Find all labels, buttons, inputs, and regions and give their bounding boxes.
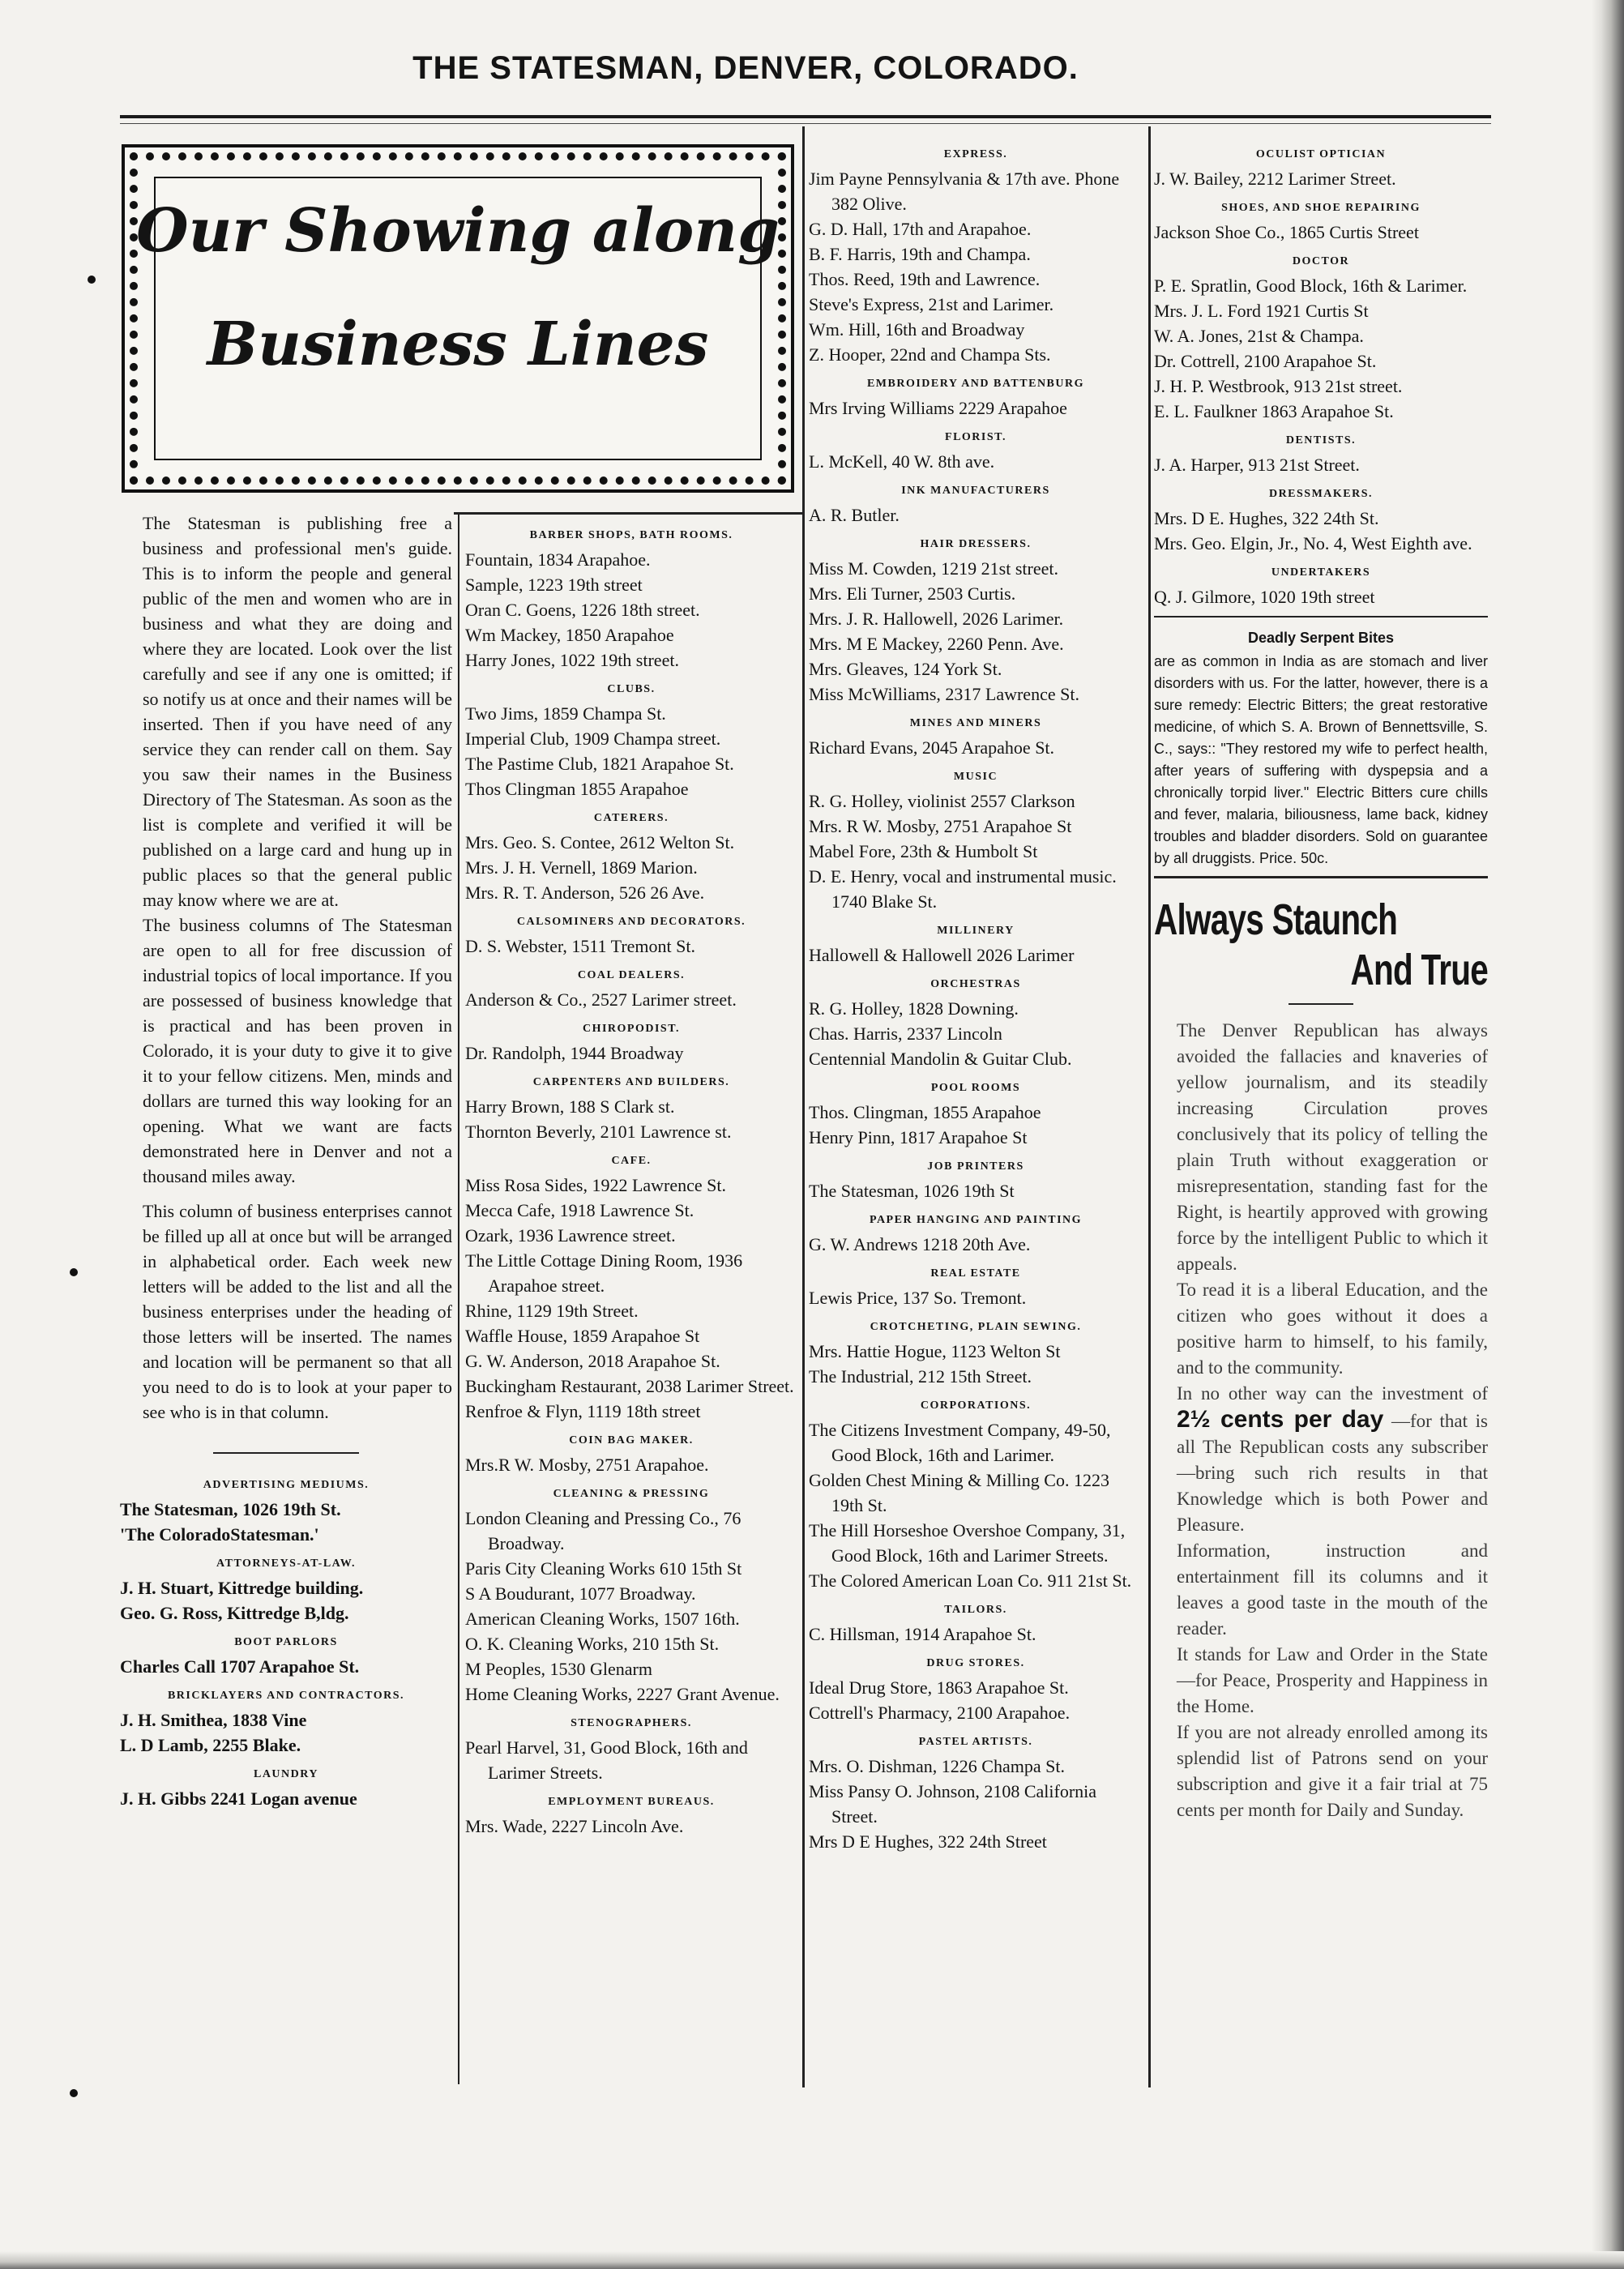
directory-entry: The Pastime Club, 1821 Arapahoe St.: [465, 754, 734, 774]
directory-entry: The Little Cottage Dining Room, 1936 Arapahoe street.: [465, 1250, 743, 1296]
directory-entry: R. G. Holley, 1828 Downing.: [809, 998, 1019, 1019]
ad-title: Deadly Serpent Bites: [1247, 630, 1395, 646]
category-heading: DRUG STORES.: [926, 1657, 1025, 1669]
directory-entry: Rhine, 1129 19th Street.: [465, 1301, 639, 1321]
directory-entry: Thos Clingman 1855 Arapahoe: [465, 779, 689, 799]
column-1-directory: [120, 1478, 452, 1811]
price-callout: 2½ cents per day: [1177, 1406, 1384, 1433]
directory-entry: Thos. Reed, 19th and Lawrence.: [809, 269, 1041, 289]
directory-entry: The Statesman, 1026 19th St.: [120, 1499, 341, 1519]
directory-entry: Paris City Cleaning Works 610 15th St: [465, 1558, 742, 1579]
directory-entry: Mrs. J. H. Vernell, 1869 Marion.: [465, 857, 698, 878]
directory-entry: Mrs. Wade, 2227 Lincoln Ave.: [465, 1816, 684, 1836]
article-body: [1154, 1018, 1488, 1823]
directory-entry: Mrs. Eli Turner, 2503 Curtis.: [809, 583, 1016, 604]
directory-entry: O. K. Cleaning Works, 210 15th St.: [465, 1634, 720, 1654]
directory-entry: Mrs. R. T. Anderson, 526 26 Ave.: [465, 882, 705, 903]
directory-entry: Anderson & Co., 2527 Larimer street.: [465, 989, 737, 1010]
directory-entry: Q. J. Gilmore, 1020 19th street: [1154, 587, 1375, 607]
directory-entry: Jackson Shoe Co., 1865 Curtis Street: [1154, 222, 1419, 242]
category-heading: JOB PRINTERS: [927, 1160, 1024, 1173]
category-heading: CAFE.: [611, 1155, 652, 1167]
directory-entry: R. G. Holley, violinist 2557 Clarkson: [809, 791, 1075, 811]
directory-entry: C. Hillsman, 1914 Arapahoe St.: [809, 1624, 1036, 1644]
directory-entry: M Peoples, 1530 Glenarm: [465, 1659, 652, 1679]
banner-title-line1: Our Showing along: [136, 196, 780, 266]
directory-entry: E. L. Faulkner 1863 Arapahoe St.: [1154, 401, 1394, 421]
category-heading: MILLINERY: [937, 925, 1015, 937]
directory-entry: Golden Chest Mining & Milling Co. 1223 19th St.: [809, 1470, 1109, 1515]
category-heading: POOL ROOMS: [930, 1082, 1021, 1094]
article-paragraph: Information, instruction and entertainment fill its columns and it leaves a good taste in the mouth of the reader.: [1177, 1540, 1488, 1639]
directory-entry: J. H. P. Westbrook, 913 21st street.: [1154, 376, 1403, 396]
directory-entry: P. E. Spratlin, Good Block, 16th & Larimer.: [1154, 276, 1468, 296]
category-heading: TAILORS.: [944, 1604, 1007, 1616]
directory-entry: The Hill Horseshoe Overshoe Company, 31, Good Block, 16th and Larimer Streets.: [809, 1520, 1126, 1566]
article-paragraph: [1154, 1381, 1488, 1538]
headline-line2: And True: [1350, 946, 1488, 994]
directory-entry: L. D Lamb, 2255 Blake.: [120, 1735, 301, 1755]
directory-entry: Fountain, 1834 Arapahoe.: [465, 549, 651, 570]
category-heading: CARPENTERS AND BUILDERS.: [532, 1076, 730, 1088]
article-text: —for that is all The Republican costs any subscriber—bring such rich results in that Knowledge which is both Power and Pleasure.: [1177, 1411, 1488, 1535]
directory-entry: The Industrial, 212 15th Street.: [809, 1366, 1032, 1387]
directory-entry: G. W. Anderson, 2018 Arapahoe St.: [465, 1351, 720, 1371]
category-heading: PAPER HANGING AND PAINTING: [869, 1214, 1083, 1226]
directory-entry: Mrs. Geo. S. Contee, 2612 Welton St.: [465, 832, 735, 852]
directory-entry: Pearl Harvel, 31, Good Block, 16th and Larimer Streets.: [465, 1737, 748, 1783]
margin-mark: [70, 2089, 78, 2097]
category-heading: MINES AND MINERS: [909, 717, 1042, 729]
directory-entry: Mrs Irving Williams 2229 Arapahoe: [809, 398, 1067, 418]
column-3-directory: [809, 138, 1143, 1854]
directory-entry: The Colored American Loan Co. 911 21st St.: [809, 1570, 1132, 1591]
category-heading: UNDERTAKERS: [1271, 566, 1371, 579]
column-rule-2: [1148, 126, 1151, 2087]
masthead-rule: [120, 115, 1491, 118]
business-columns-paragraph: The business columns of The Statesman are open to all for free discussion of industrial topics of local importance. If you are possessed of business knowledge that is practical and has been proven in Colorado, it is your duty to give it to give it to your fellow citizens. Men, minds and dollars are turned this way looking for an opening. What we want are facts demonstrated here in Denver and not a thousand miles away.: [143, 915, 452, 1186]
directory-entry: Thos. Clingman, 1855 Arapahoe: [809, 1102, 1041, 1122]
directory-entry: J. H. Stuart, Kittredge building.: [120, 1578, 364, 1598]
masthead: THE STATESMAN, DENVER, COLORADO.: [412, 50, 1079, 86]
directory-entry: The Statesman, 1026 19th St: [809, 1181, 1015, 1201]
directory-entry: Lewis Price, 137 So. Tremont.: [809, 1288, 1027, 1308]
directory-entry: Mrs. Geo. Elgin, Jr., No. 4, West Eighth ave.: [1154, 533, 1472, 553]
category-heading: BOOT PARLORS: [234, 1636, 338, 1648]
directory-entry: Waffle House, 1859 Arapahoe St: [465, 1326, 700, 1346]
directory-entry: Jim Payne Pennsylvania & 17th ave. Phone 382 Olive.: [809, 169, 1120, 214]
directory-entry: Mrs. O. Dishman, 1226 Champa St.: [809, 1756, 1065, 1776]
article-paragraph: If you are not already enrolled among its splendid list of Patrons send on your subscription and give it a fair trial at 75 cents per month for Daily and Sunday.: [1177, 1722, 1488, 1820]
category-heading: COIN BAG MAKER.: [569, 1434, 694, 1446]
directory-entry: Renfroe & Flyn, 1119 18th street: [465, 1401, 701, 1421]
category-heading: ATTORNEYS-AT-LAW.: [216, 1558, 356, 1570]
headline-rule: [1289, 1003, 1353, 1005]
directory-entry: Chas. Harris, 2337 Lincoln: [809, 1023, 1002, 1044]
section-rule: [1154, 876, 1488, 878]
category-heading: ADVERTISING MEDIUMS.: [203, 1479, 370, 1491]
directory-entry: Mrs. M E Mackey, 2260 Penn. Ave.: [809, 634, 1064, 654]
business-lines-banner: [122, 144, 794, 493]
directory-entry: Oran C. Goens, 1226 18th street.: [465, 600, 700, 620]
category-heading: BARBER SHOPS, BATH ROOMS.: [529, 529, 733, 541]
directory-entry: B. F. Harris, 19th and Champa.: [809, 244, 1031, 264]
directory-entry: Thornton Beverly, 2101 Lawrence st.: [465, 1122, 732, 1142]
section-rule: [213, 1452, 359, 1454]
category-heading: EMBROIDERY AND BATTENBURG: [866, 378, 1085, 390]
directory-entry: Geo. G. Ross, Kittredge B,ldg.: [120, 1603, 349, 1623]
category-heading: FLORIST.: [945, 431, 1006, 443]
category-heading: ORCHESTRAS: [930, 978, 1021, 990]
directory-entry: Henry Pinn, 1817 Arapahoe St: [809, 1127, 1028, 1147]
article-paragraph: It stands for Law and Order in the State—for Peace, Prosperity and Happiness in the Home.: [1177, 1644, 1488, 1716]
category-heading: COAL DEALERS.: [577, 969, 686, 981]
column-rule-0: [458, 512, 459, 2084]
directory-entry: D. E. Henry, vocal and instrumental music. 1740 Blake St.: [809, 866, 1117, 912]
directory-entry: Ideal Drug Store, 1863 Arapahoe St.: [809, 1677, 1069, 1698]
headline-line1: Always Staunch: [1154, 895, 1398, 944]
directory-entry: Mrs. J. R. Hallowell, 2026 Larimer.: [809, 609, 1064, 629]
category-heading: CATERERS.: [593, 812, 669, 824]
directory-entry: London Cleaning and Pressing Co., 76 Broadway.: [465, 1508, 741, 1553]
directory-entry: Richard Evans, 2045 Arapahoe St.: [809, 737, 1055, 758]
directory-entry: Home Cleaning Works, 2227 Grant Avenue.: [465, 1684, 780, 1704]
banner-underline: [454, 512, 802, 515]
category-heading: STENOGRAPHERS.: [571, 1717, 692, 1729]
category-heading: INK MANUFACTURERS: [901, 485, 1050, 497]
directory-entry: Mrs.R W. Mosby, 2751 Arapahoe.: [465, 1455, 709, 1475]
column-rule-1: [802, 126, 805, 2087]
directory-entry: Cottrell's Pharmacy, 2100 Arapahoe.: [809, 1703, 1071, 1723]
directory-entry: J. A. Harper, 913 21st Street.: [1154, 455, 1360, 475]
column-1: [120, 511, 452, 1811]
directory-entry: Ozark, 1936 Lawrence street.: [465, 1225, 676, 1246]
category-heading: CORPORATIONS.: [920, 1399, 1032, 1412]
directory-entry: Mrs. Gleaves, 124 York St.: [809, 659, 1002, 679]
directory-entry: Miss M. Cowden, 1219 21st street.: [809, 558, 1058, 579]
directory-entry: A. R. Butler.: [809, 505, 900, 525]
column-explanation-paragraph: This column of business enterprises cannot be filled up all at once but will be arranged in alphabetical order. Each week new letters will be added to the list and all the business enterprises under the heading of those letters will be inserted. The names and location will be permanent so that all you need to do is to look at your paper to see who is in that column.: [143, 1201, 452, 1422]
column-4: [1154, 138, 1488, 1823]
page-edge-shadow-bottom: [0, 2251, 1624, 2269]
category-heading: LAUNDRY: [253, 1768, 318, 1780]
directory-entry: American Cleaning Works, 1507 16th.: [465, 1609, 740, 1629]
category-heading: CROTCHETING, PLAIN SEWING.: [870, 1321, 1082, 1333]
directory-entry: J. H. Smithea, 1838 Vine: [120, 1710, 307, 1730]
directory-entry: Centennial Mandolin & Guitar Club.: [809, 1049, 1072, 1069]
banner-title-line2: Business Lines: [207, 310, 709, 379]
masthead-rule-thin: [120, 123, 1491, 124]
page-edge-shadow: [1592, 0, 1624, 2269]
directory-entry: Miss McWilliams, 2317 Lawrence St.: [809, 684, 1079, 704]
category-heading: HAIR DRESSERS.: [920, 538, 1032, 550]
directory-entry: J. W. Bailey, 2212 Larimer Street.: [1154, 169, 1396, 189]
directory-entry: Dr. Randolph, 1944 Broadway: [465, 1043, 684, 1063]
directory-entry: Mecca Cafe, 1918 Lawrence St.: [465, 1200, 694, 1220]
category-heading: BRICKLAYERS AND CONTRACTORS.: [167, 1690, 405, 1702]
directory-entry: Buckingham Restaurant, 2038 Larimer Street.: [465, 1376, 794, 1396]
intro-paragraph: The Statesman is publishing free a business and professional men's guide. This is to inform the people and general public of the men and women who are in business and what they are doing and where they are located. Look over the list carefully and see if any one is omitted; if so notify us at once and their names will be inserted. Then if you have need of any service they can render call on them. Say you saw their names in the Business Directory of The Statesman. As soon as the list is complete and verified it will be published on a large card and hung up in public places so that the general public may know where we are at.: [143, 513, 452, 910]
directory-entry: D. S. Webster, 1511 Tremont St.: [465, 936, 695, 956]
category-heading: PASTEL ARTISTS.: [918, 1736, 1033, 1748]
category-heading: DENTISTS.: [1285, 434, 1357, 447]
directory-entry: The Citizens Investment Company, 49-50, Good Block, 16th and Larimer.: [809, 1420, 1111, 1465]
category-heading: DRESSMAKERS.: [1268, 488, 1374, 500]
directory-entry: Mrs D E Hughes, 322 24th Street: [809, 1831, 1047, 1852]
category-heading: CALSOMINERS AND DECORATORS.: [516, 916, 746, 928]
directory-entry: G. W. Andrews 1218 20th Ave.: [809, 1234, 1031, 1254]
directory-entry: Wm Mackey, 1850 Arapahoe: [465, 625, 674, 645]
directory-entry: L. McKell, 40 W. 8th ave.: [809, 451, 995, 472]
directory-entry: Harry Brown, 188 S Clark st.: [465, 1096, 675, 1117]
directory-entry: 'The ColoradoStatesman.': [120, 1524, 319, 1545]
ad-text: are as common in India as are stomach and liver disorders with us. For the latter, however, there is a sure remedy: Electric Bitters; the great restorative medicine, of which S. A. Brown of Bennettsville, S. C., says:: "They restored my wife to perfect health, after years of suffering with dyspepsia and a chronically torpid liver." Electric Bitters cure chills and fever, malaria, biliousness, lame back, kidney troubles and bladder disorders. Sold on guarantee by all druggists. Price. 50c.: [1154, 653, 1488, 866]
directory-entry: Mrs. D E. Hughes, 322 24th St.: [1154, 508, 1379, 528]
directory-entry: Hallowell & Hallowell 2026 Larimer: [809, 945, 1075, 965]
category-heading: OCULIST OPTICIAN: [1255, 148, 1387, 160]
column-2-directory: [465, 519, 797, 1839]
category-heading: CLEANING & PRESSING: [553, 1488, 710, 1500]
margin-mark: [88, 276, 96, 284]
directory-entry: Charles Call 1707 Arapahoe St.: [120, 1656, 360, 1677]
section-rule: [1154, 616, 1488, 617]
category-heading: MUSIC: [953, 771, 998, 783]
category-heading: CLUBS.: [607, 683, 656, 695]
directory-entry: Harry Jones, 1022 19th street.: [465, 650, 679, 670]
directory-entry: Two Jims, 1859 Champa St.: [465, 703, 666, 724]
article-text: In no other way can the investment of: [1177, 1383, 1488, 1404]
directory-entry: Steve's Express, 21st and Larimer.: [809, 294, 1054, 314]
category-heading: DOCTOR: [1292, 255, 1350, 267]
article-paragraph: The Denver Republican has always avoided the fallacies and knaveries of yellow journalism, and its steadily increasing Circulation proves conclusively that its policy of telling the plain Truth without exaggeration or misrepresentation, standing fast for the Right, is heartily approved with growing force by the intelligent Public to which it appeals.: [1177, 1020, 1488, 1274]
directory-entry: W. A. Jones, 21st & Champa.: [1154, 326, 1364, 346]
directory-entry: Z. Hooper, 22nd and Champa Sts.: [809, 344, 1051, 365]
directory-entry: G. D. Hall, 17th and Arapahoe.: [809, 219, 1032, 239]
directory-entry: Imperial Club, 1909 Champa street.: [465, 729, 721, 749]
margin-mark: [70, 1268, 78, 1276]
directory-entry: Sample, 1223 19th street: [465, 575, 643, 595]
directory-entry: S A Boudurant, 1077 Broadway.: [465, 1583, 696, 1604]
directory-entry: Mrs. R W. Mosby, 2751 Arapahoe St: [809, 816, 1072, 836]
directory-entry: Wm. Hill, 16th and Broadway: [809, 319, 1025, 340]
directory-entry: Dr. Cottrell, 2100 Arapahoe St.: [1154, 351, 1377, 371]
category-heading: EMPLOYMENT BUREAUS.: [548, 1796, 715, 1808]
directory-entry: Mrs. Hattie Hogue, 1123 Welton St: [809, 1341, 1061, 1361]
directory-entry: Miss Rosa Sides, 1922 Lawrence St.: [465, 1175, 727, 1195]
column-4-directory: [1154, 147, 1488, 609]
category-heading: SHOES, AND SHOE REPAIRING: [1221, 202, 1421, 214]
directory-entry: Miss Pansy O. Johnson, 2108 California Street.: [809, 1781, 1097, 1827]
directory-entry: J. H. Gibbs 2241 Logan avenue: [120, 1788, 357, 1809]
category-heading: REAL ESTATE: [930, 1267, 1021, 1280]
category-heading: CHIROPODIST.: [582, 1023, 681, 1035]
article-paragraph: To read it is a liberal Education, and the citizen who goes without it does a positive harm to himself, to his family, and to the community.: [1177, 1280, 1488, 1378]
category-heading: EXPRESS.: [943, 148, 1008, 160]
directory-entry: Mabel Fore, 23th & Humbolt St: [809, 841, 1038, 861]
directory-entry: Mrs. J. L. Ford 1921 Curtis St: [1154, 301, 1369, 321]
